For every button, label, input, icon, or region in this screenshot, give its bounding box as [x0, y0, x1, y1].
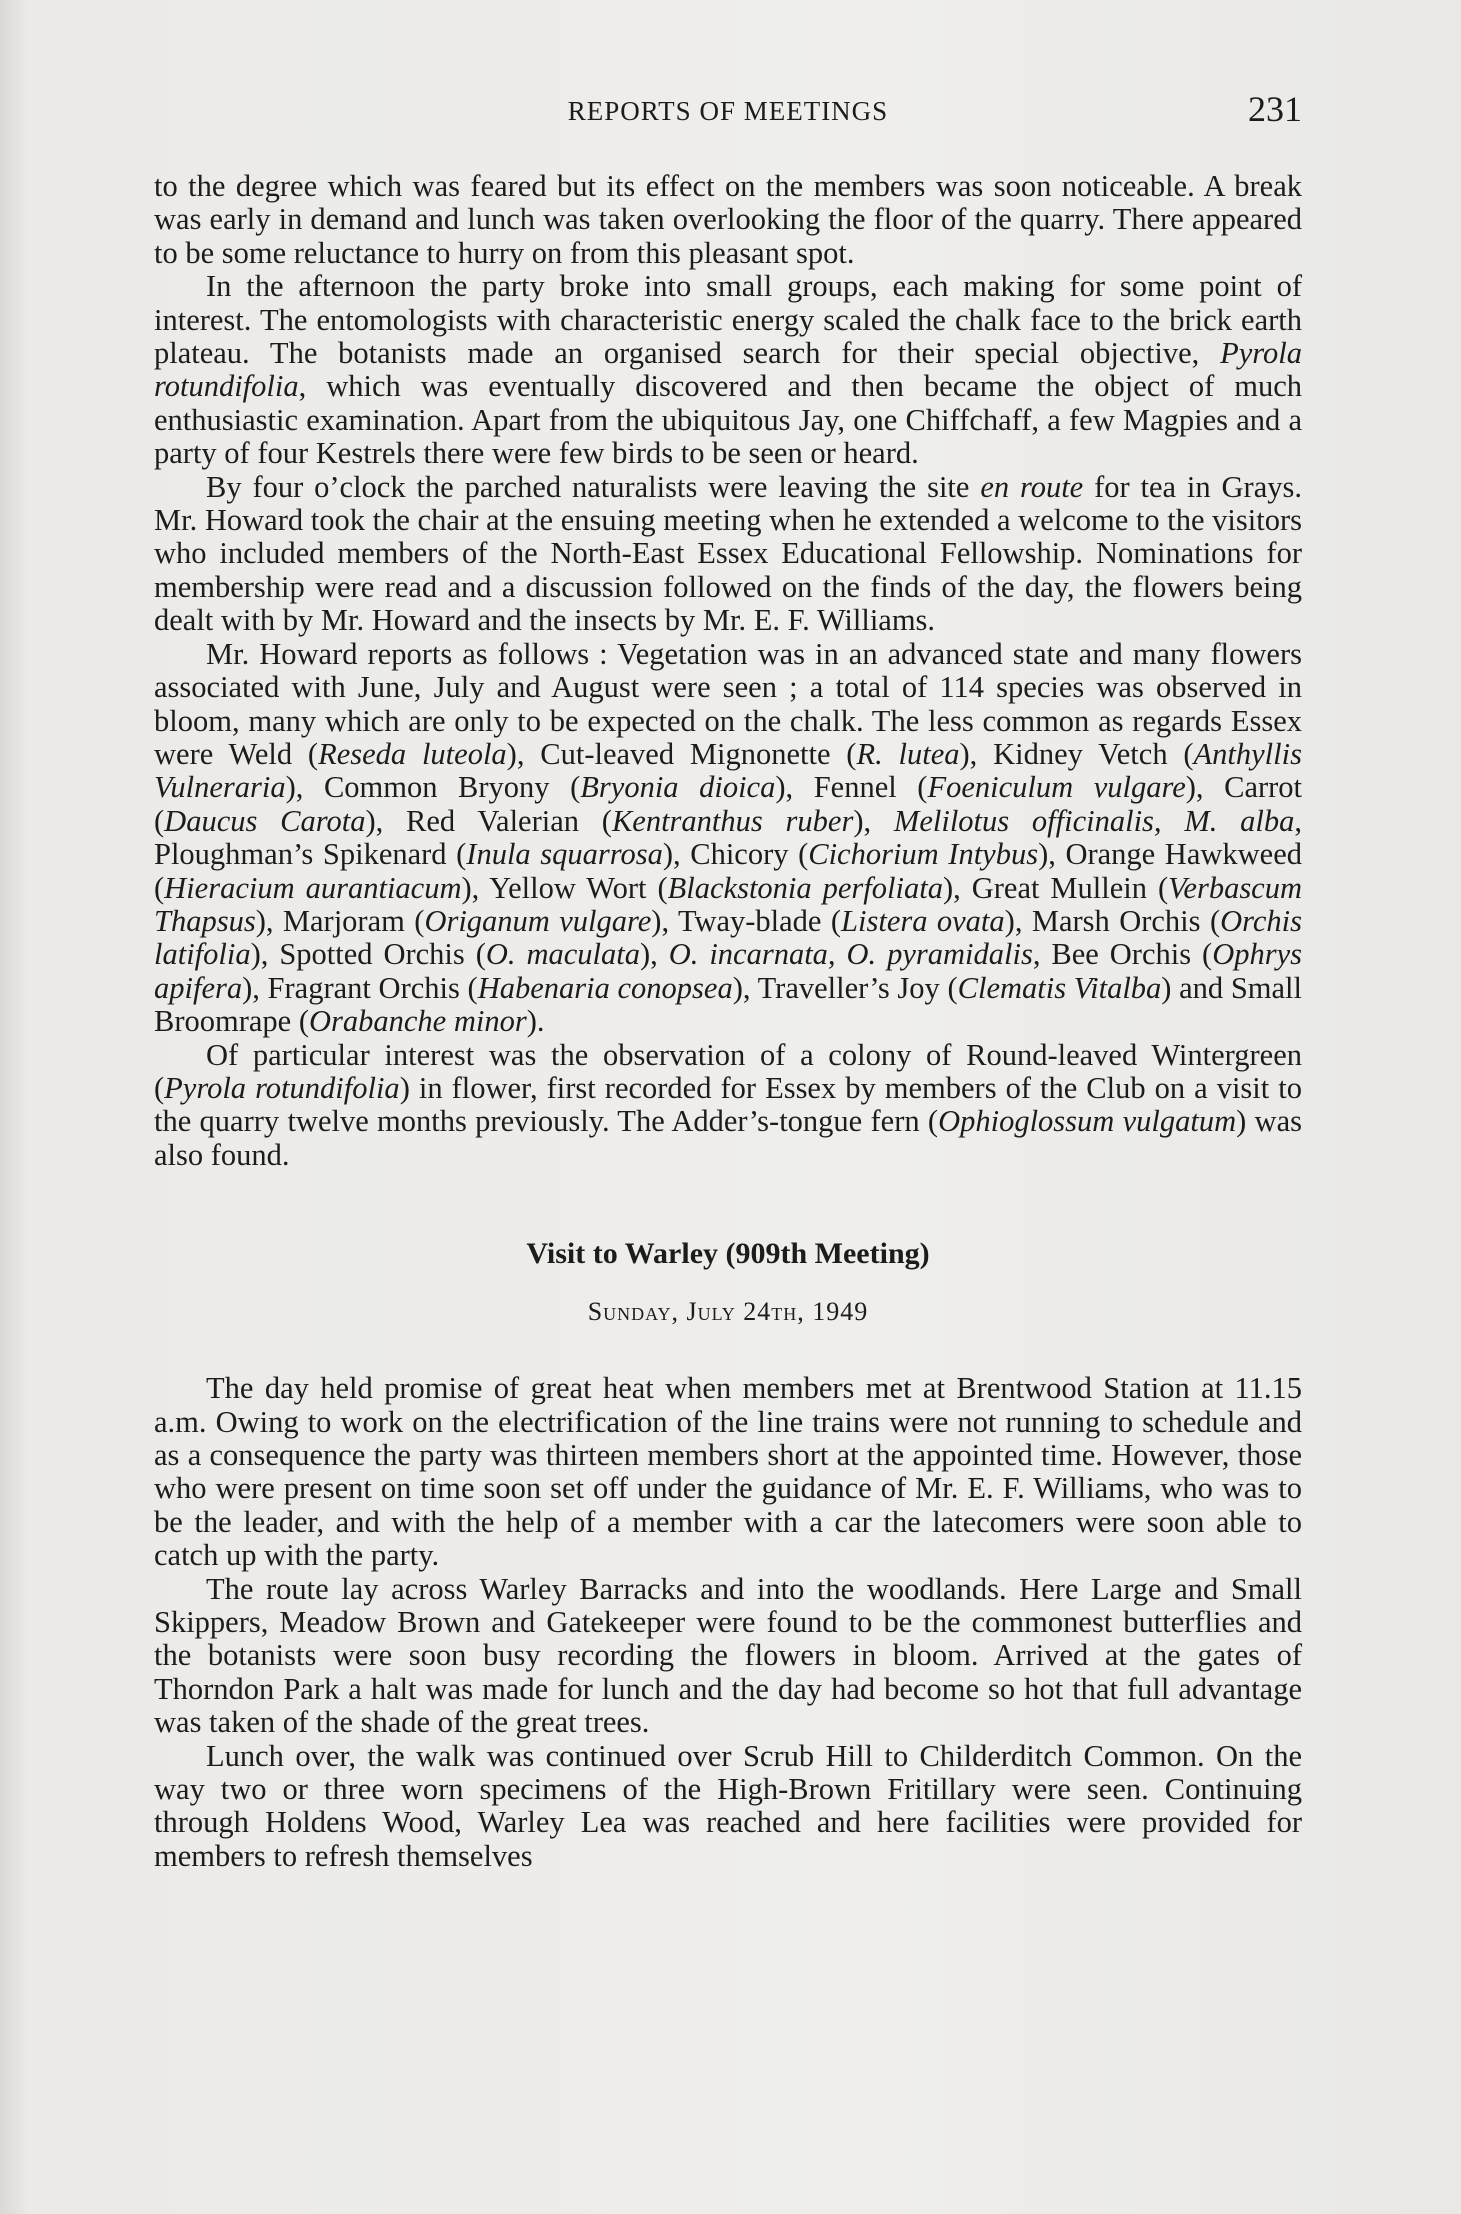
section-title: Visit to Warley (909th Meeting) — [526, 1237, 930, 1271]
text-run: ), Orange Hawkweed ( — [154, 837, 1302, 905]
species-name: Pyrola rotundifolia — [164, 1070, 400, 1105]
species-name: Orabanche minor — [309, 1004, 527, 1039]
text-run: ), Common Bryony ( — [285, 770, 581, 805]
text-run: ). — [526, 1004, 545, 1039]
species-name: Listera ovata — [841, 903, 1005, 938]
text-run: , Bee Orchis ( — [1032, 937, 1213, 972]
species-name: Blackstonia perfoliata — [667, 870, 943, 905]
italic-phrase: en route — [980, 469, 1084, 504]
text-run: Mr. Howard reports as follows : Vegetation was in an advanced state and many flowers associated with June, July and August were seen ; a total of 114 species was observed in bloom, many which are only to be expected on the chalk. The less common as regards Essex were Weld ( — [154, 636, 1302, 771]
paragraph-lunch-over — [154, 1740, 1302, 1874]
text-run: for tea in Grays. Mr. Howard took the chair at the ensuing meeting when he extended a welcome to the visitors who included members of the North-East Essex Educational Fellowship. Nominations for membership were read and a discussion followed on the finds of the day, the flowers being dealt with by Mr. Howard and the insects by Mr. E. F. Williams. — [154, 469, 1302, 638]
species-name: Daucus Carota — [164, 803, 366, 838]
text-run: ) in flower, first recorded for Essex by members of the Club on a visit to the quarry twelve months previously. The Adder’s-tongue fern ( — [154, 1070, 1302, 1139]
text-run: ), — [853, 803, 894, 838]
species-name: R. lutea — [856, 736, 960, 771]
species-name: O. maculata — [485, 937, 640, 972]
species-name: Pyrola rotundifolia — [154, 336, 1302, 404]
text-run: ), Chicory ( — [662, 837, 809, 872]
text-run: ), Marsh Orchis ( — [1004, 903, 1221, 938]
text-run: ), Kidney Vetch ( — [959, 736, 1194, 771]
paragraph-route — [154, 1573, 1302, 1740]
species-name: Kentranthus ruber — [611, 803, 854, 838]
paragraph-continued — [154, 170, 1302, 270]
paragraph-text: to the degree which was feared but its effect on the members was soon noticeable. A break was early in demand and lunch was taken overlooking the floor of the quarry. There appeared to be some reluctance to hurry on from this pleasant spot. — [154, 169, 1302, 270]
page-number: 231 — [1248, 89, 1302, 129]
text-run: , which was eventually discovered and then became the object of much enthusiastic examination. Apart from the ubiquitous Jay, one Chiffchaff, a few Magpies and a party of four Kestrels there were few birds to be seen or heard. — [154, 369, 1302, 471]
text-run: ), Yellow Wort ( — [461, 870, 668, 905]
text-run: , Ploughman’s Spikenard ( — [154, 803, 1302, 872]
paragraph-wintergreen — [154, 1039, 1302, 1173]
body-text — [154, 170, 1302, 1873]
paragraph-tea — [154, 471, 1302, 638]
page-header — [154, 88, 1302, 140]
species-name: Bryonia dioica — [580, 770, 776, 805]
species-name: Melilotus officinalis, M. alba — [893, 803, 1295, 838]
species-name: O. incarnata, O. pyramidalis — [668, 937, 1033, 972]
text-run: ) and Small Broomrape ( — [154, 970, 1302, 1039]
species-name: Verbascum Thapsus — [154, 870, 1302, 938]
species-name: Anthyllis Vulneraria — [154, 736, 1302, 805]
paragraph-text: The day held promise of great heat when members met at Brentwood Station at 11.15 a.m. Owing to work on the electrification of the line trains were not running to schedule and as a consequence the party was thirteen members short at the appointed time. However, those who were present on time soon set off under the guidance of Mr. E. F. Williams, who was to be the leader, and with the help of a member with a car the latecomers were soon able to catch up with the party. — [154, 1371, 1302, 1573]
text-run: ), Traveller’s Joy ( — [732, 970, 958, 1005]
text-run: ), Spotted Orchis ( — [250, 937, 486, 972]
text-run: ), Red Valerian ( — [365, 803, 612, 838]
text-run: ) was also found. — [154, 1104, 1302, 1172]
species-name: Ophrys apifera — [154, 937, 1302, 1005]
text-run: Of particular interest was the observation of a colony of Round-leaved Wintergreen ( — [154, 1037, 1302, 1105]
species-name: Clematis Vitalba — [957, 970, 1162, 1005]
text-run: ), — [640, 937, 669, 972]
species-name: Ophioglossum vulgatum — [938, 1104, 1237, 1139]
text-run: By four o’clock the parched naturalists were leaving the site — [206, 469, 981, 504]
text-run: ), Carrot ( — [154, 770, 1303, 838]
paragraph-afternoon — [154, 270, 1302, 470]
text-run: ), Tway-blade ( — [651, 903, 842, 938]
species-name: Reseda luteola — [318, 736, 507, 771]
text-run: ), Great Mullein ( — [942, 870, 1169, 905]
text-run: ), Fennel ( — [775, 770, 928, 805]
species-name: Orchis latifolia — [154, 903, 1303, 972]
text-run: ), Marjoram ( — [255, 903, 425, 938]
running-head: REPORTS OF MEETINGS — [567, 96, 889, 126]
species-name: Inula squarrosa — [466, 837, 663, 872]
text-run: ), Fragrant Orchis ( — [242, 970, 478, 1005]
species-name: Foeniculum vulgare — [927, 770, 1186, 805]
species-name: Habenaria conopsea — [477, 970, 733, 1005]
paragraph-howard-report — [154, 638, 1302, 1039]
species-name: Cichorium Intybus — [808, 837, 1039, 872]
species-name: Origanum vulgare — [424, 903, 652, 938]
paragraph-text: Lunch over, the walk was continued over Scrub Hill to Childerditch Common. On the way two or three worn specimens of the High-Brown Fritillary were seen. Continuing through Holdens Wood, Warley Lea was reached and here facilities were provided for members to refresh themselves — [154, 1738, 1302, 1873]
paragraph-brentwood — [154, 1372, 1302, 1572]
text-run: ), Cut-leaved Mignonette ( — [506, 736, 857, 771]
text-run: In the afternoon the party broke into small groups, each making for some point of interest. The entomologists with characteristic energy scaled the chalk face to the brick earth plateau. The botanists made an organised search for their special objective, — [154, 269, 1302, 371]
species-name: Hieracium aurantiacum — [164, 870, 462, 905]
section-date: Sunday, July 24th, 1949 — [587, 1297, 869, 1327]
paragraph-text: The route lay across Warley Barracks and into the woodlands. Here Large and Small Skippers, Meadow Brown and Gatekeeper were found to be the commonest butterflies and the botanists were soon busy recording the flowers in bloom. Arrived at the gates of Thorndon Park a halt was made for lunch and the day had become so hot that full advantage was taken of the shade of the great trees. — [154, 1571, 1302, 1740]
